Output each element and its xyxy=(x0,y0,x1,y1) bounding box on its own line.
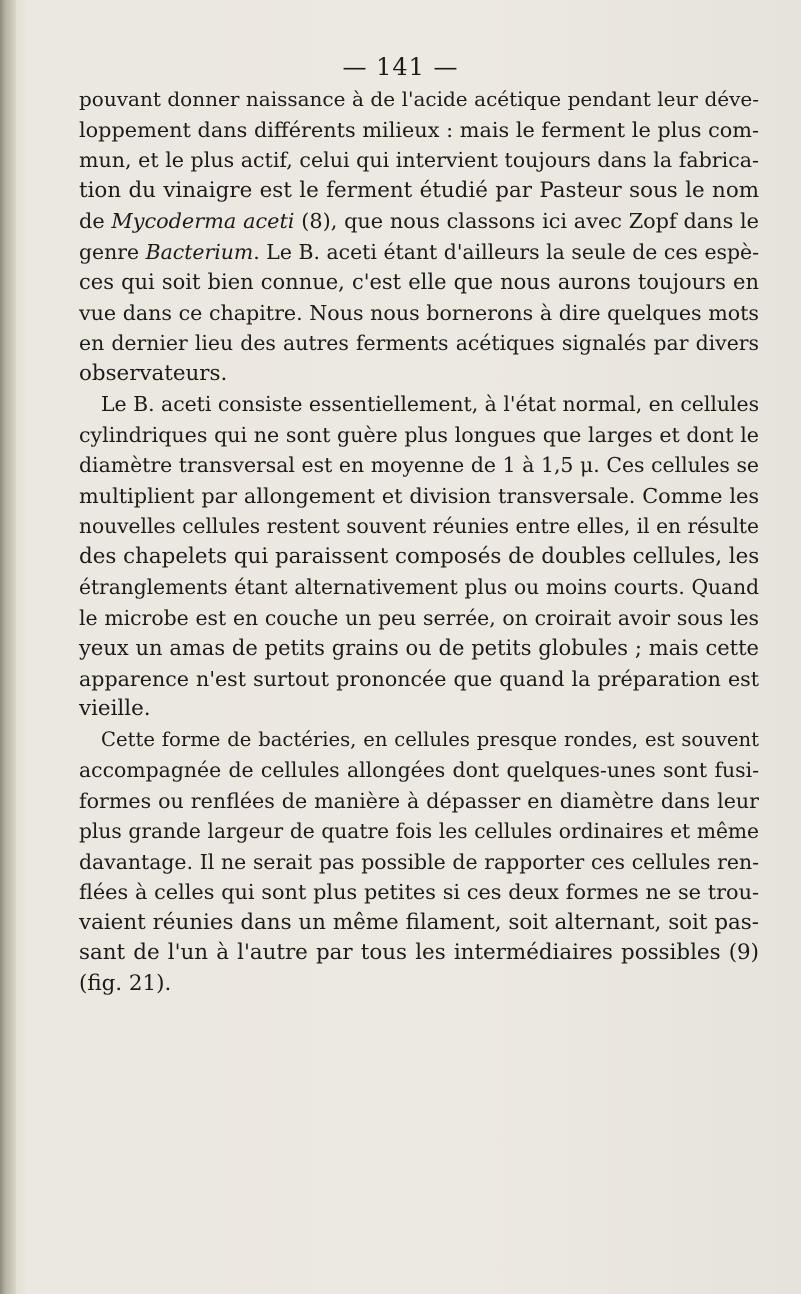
text-line: Cette forme de bactéries, en cellules presque rondes, est souvent xyxy=(101,727,759,751)
text-line: davantage. Il ne serait pas possible de rapporter ces cellules ren- xyxy=(79,849,759,874)
taxon-name: Bacterium xyxy=(145,239,254,264)
text-line: le microbe est en couche un peu serrée, on croirait avoir sous les xyxy=(79,605,759,630)
text-line: ces qui soit bien connue, c'est elle que nous aurons toujours en xyxy=(79,270,759,294)
text-line: vue dans ce chapitre. Nous nous bornerons à dire quelques mots xyxy=(79,300,759,325)
body-text xyxy=(79,84,759,999)
text-line: accompagnée de cellules allongées dont quelques-unes sont fusi- xyxy=(79,758,759,782)
text-line: des chapelets qui paraissent composés de doubles cellules, les xyxy=(79,543,760,569)
text-line: loppement dans différents milieux : mais le ferment le plus com- xyxy=(79,117,759,142)
text-line: diamètre transversal est en moyenne de 1 à 1,5 μ. Ces cellules se xyxy=(79,453,759,477)
text-line: apparence n'est surtout prononcée que quand la préparation est xyxy=(79,666,759,691)
text-line: sant de l'un à l'autre par tous les intermédiaires possibles (9) xyxy=(79,940,759,965)
text-line: plus grande largeur de quatre fois les cellules ordinaires et même xyxy=(79,819,759,843)
text-line: tion du vinaigre est le ferment étudié par Pasteur sous le nom xyxy=(79,177,759,203)
text-line: flées à celles qui sont plus petites si ces deux formes ne se trou- xyxy=(79,880,759,904)
text-line: (fig. 21). xyxy=(79,970,172,996)
text-line: multiplient par allongement et division transversale. Comme les xyxy=(79,483,759,508)
text-line: de Mycoderma aceti (8), que nous classons ici avec Zopf dans le xyxy=(79,209,759,233)
text-line: vaient réunies dans un même filament, soit alternant, soit pas- xyxy=(79,909,759,935)
text-line: genre Bacterium. Le B. aceti étant d'ailleurs la seule de ces espè- xyxy=(79,239,759,264)
page-binding-shadow xyxy=(0,0,16,1294)
text-line: yeux un amas de petits grains ou de petits globules ; mais cette xyxy=(79,636,759,660)
text-line: pouvant donner naissance à de l'acide acétique pendant leur déve- xyxy=(79,87,759,111)
taxon-name: Mycoderma aceti xyxy=(111,209,295,233)
text-line: étranglements étant alternativement plus ou moins courts. Quand xyxy=(79,575,759,599)
page-number: — 141 — xyxy=(342,53,459,81)
text-line: nouvelles cellules restent souvent réunies entre elles, il en résulte xyxy=(79,514,759,538)
text-line: formes ou renflées de manière à dépasser en diamètre dans leur xyxy=(79,788,759,813)
text-line: observateurs. xyxy=(79,360,228,386)
text-line: vieille. xyxy=(79,696,151,721)
text-line: mun, et le plus actif, celui qui intervient toujours dans la fabrica- xyxy=(79,148,759,172)
text-line: Le B. aceti consiste essentiellement, à l'état normal, en cellules xyxy=(101,392,760,416)
text-line: en dernier lieu des autres ferments acétiques signalés par divers xyxy=(79,331,759,355)
text-line: cylindriques qui ne sont guère plus longues que larges et dont le xyxy=(79,422,759,447)
